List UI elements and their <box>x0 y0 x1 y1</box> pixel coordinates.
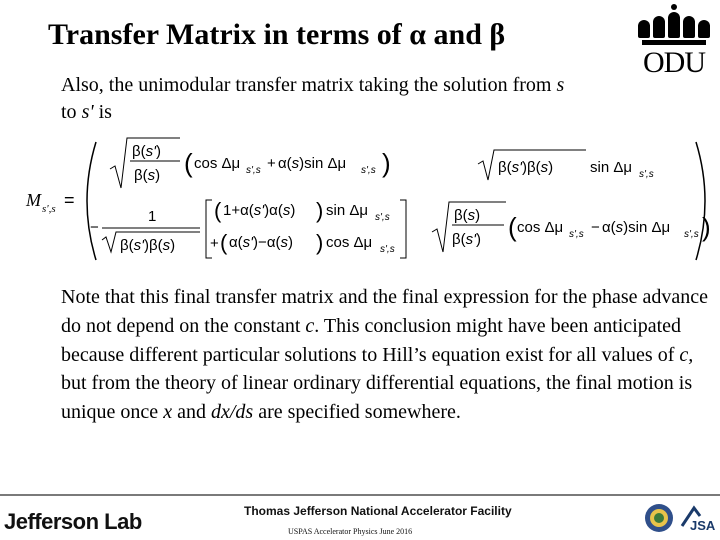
svg-text:): ) <box>316 198 324 223</box>
svg-text:): ) <box>382 148 391 178</box>
svg-text:=: = <box>64 190 75 210</box>
jefferson-lab-logo: Jefferson Lab <box>4 509 142 534</box>
svg-text:s',s: s',s <box>42 203 56 215</box>
note-paragraph: Note that this final transfer matrix and the final expression for the phase advance do not depend on the constant c. This conclusion might have been anticipated because different particular solutions to Hill’s equation exist for all values of c, but from the theory of linear ordinary differential equations, the final motion is unique once x and dx/ds are specified somewhere. <box>61 286 708 424</box>
svg-text:β(s'): β(s') <box>452 231 482 248</box>
svg-text:β(s'): β(s') <box>132 143 162 160</box>
svg-text:M: M <box>26 190 41 210</box>
svg-text:α(s)sin Δμ: α(s)sin Δμ <box>278 155 347 172</box>
svg-text:cos Δμ: cos Δμ <box>517 219 564 236</box>
svg-text:cos Δμ: cos Δμ <box>326 234 373 251</box>
slide-title: Transfer Matrix in terms of α and β <box>48 18 506 51</box>
svg-text:(: ( <box>214 198 222 223</box>
svg-text:(: ( <box>508 212 517 242</box>
svg-text:α(s')−α(s): α(s')−α(s) <box>229 234 293 251</box>
course-footer: USPAS Accelerator Physics June 2016 <box>288 527 413 536</box>
svg-text:+: + <box>267 155 276 172</box>
svg-text:): ) <box>316 230 324 255</box>
svg-text:+: + <box>210 235 219 252</box>
svg-text:β(s): β(s) <box>134 167 161 184</box>
svg-text:β(s): β(s) <box>454 207 481 224</box>
svg-text:(: ( <box>220 230 228 255</box>
svg-text:s',s: s',s <box>361 165 376 176</box>
logo-text: ODU <box>643 46 705 79</box>
svg-text:s',s: s',s <box>684 229 699 240</box>
crown-icon <box>634 4 714 38</box>
svg-text:α(s)sin Δμ: α(s)sin Δμ <box>602 219 671 236</box>
svg-text:sin Δμ: sin Δμ <box>590 159 633 176</box>
svg-text:(: ( <box>184 148 193 178</box>
svg-text:cos Δμ: cos Δμ <box>194 155 241 172</box>
svg-text:1+α(s')α(s): 1+α(s')α(s) <box>223 202 296 219</box>
intro-text: Also, the unimodular transfer matrix taking the solution from s to s' is <box>61 74 565 123</box>
svg-text:JSA: JSA <box>690 518 716 533</box>
svg-text:): ) <box>702 212 711 242</box>
transfer-matrix-equation <box>20 136 712 266</box>
svg-text:β(s')β(s): β(s')β(s) <box>498 159 554 176</box>
svg-text:−: − <box>90 219 99 236</box>
svg-text:1: 1 <box>148 208 157 225</box>
svg-text:s',s: s',s <box>375 212 390 223</box>
facility-name: Thomas Jefferson National Accelerator Facility <box>244 504 512 518</box>
svg-text:s',s: s',s <box>569 229 584 240</box>
svg-text:−: − <box>591 219 600 236</box>
svg-text:sin Δμ: sin Δμ <box>326 202 369 219</box>
svg-text:β(s')β(s): β(s')β(s) <box>120 237 176 254</box>
svg-text:s',s: s',s <box>380 244 395 255</box>
footer-divider <box>0 494 720 496</box>
jsa-logo <box>678 502 716 534</box>
doe-seal-icon <box>644 503 674 533</box>
svg-text:s',s: s',s <box>639 169 654 180</box>
svg-text:s',s: s',s <box>246 165 261 176</box>
